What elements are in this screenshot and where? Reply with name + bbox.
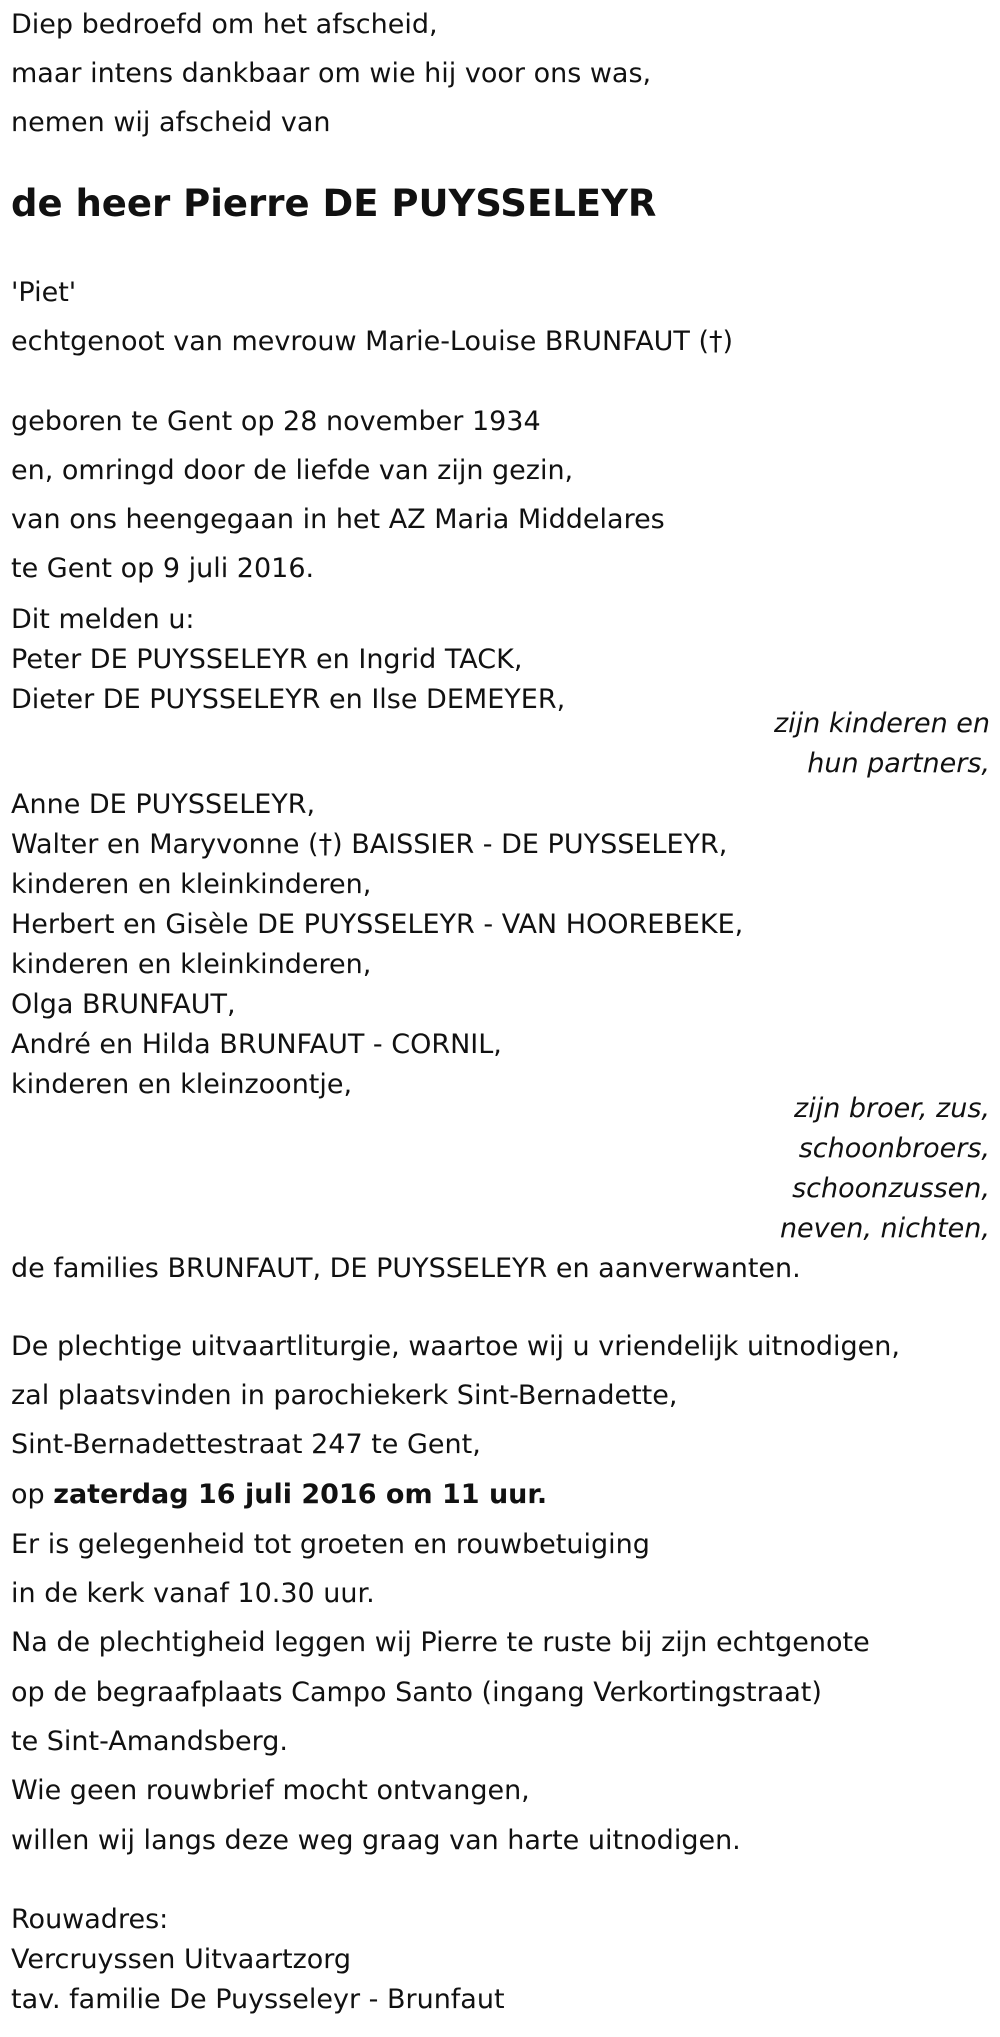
families-line: de families BRUNFAUT, DE PUYSSELEYR en aanverwanten. (11, 1253, 801, 1284)
children-role: hun partners, (807, 748, 990, 779)
ceremony-line: willen wij langs deze weg graag van harte uitnodigen. (11, 1825, 741, 1856)
date-prefix: op (11, 1479, 54, 1510)
siblings-role: schoonzussen, (792, 1173, 990, 1204)
sibling-line: Walter en Maryvonne (†) BAISSIER - DE PUYSSELEYR, (11, 829, 728, 860)
announce-heading: Dit melden u: (11, 604, 195, 635)
sibling-line: Olga BRUNFAUT, (11, 989, 236, 1020)
siblings-role: schoonbroers, (798, 1133, 990, 1164)
birth-death-line: geboren te Gent op 28 november 1934 (11, 406, 541, 437)
intro-line: maar intens dankbaar om wie hij voor ons was, (11, 58, 652, 89)
intro-line: Diep bedroefd om het afscheid, (11, 9, 438, 40)
ceremony-line: op de begraafplaats Campo Santo (ingang Verkortingstraat) (11, 1677, 822, 1708)
ceremony-line: te Sint-Amandsberg. (11, 1726, 289, 1757)
deceased-name-title: de heer Pierre DE PUYSSELEYR (11, 182, 657, 225)
address-line: tav. familie De Puysseleyr - Brunfaut (11, 1984, 505, 2015)
birth-death-line: te Gent op 9 juli 2016. (11, 553, 315, 584)
siblings-role: zijn broer, zus, (794, 1093, 990, 1124)
sibling-line: André en Hilda BRUNFAUT - CORNIL, (11, 1029, 502, 1060)
sibling-line: kinderen en kleinkinderen, (11, 869, 372, 900)
ceremony-line: zal plaatsvinden in parochiekerk Sint-Bernadette, (11, 1380, 678, 1411)
address-heading: Rouwadres: (11, 1904, 169, 1935)
sibling-line: kinderen en kleinkinderen, (11, 949, 372, 980)
nickname: 'Piet' (11, 277, 77, 308)
ceremony-date: zaterdag 16 juli 2016 om 11 uur. (53, 1479, 548, 1510)
ceremony-line: Sint-Bernadettestraat 247 te Gent, (11, 1429, 481, 1460)
birth-death-line: en, omringd door de liefde van zijn gezin, (11, 455, 574, 486)
sibling-line: Herbert en Gisèle DE PUYSSELEYR - VAN HOOREBEKE, (11, 909, 744, 940)
children-line: Dieter DE PUYSSELEYR en Ilse DEMEYER, (11, 684, 566, 715)
children-line: Peter DE PUYSSELEYR en Ingrid TACK, (11, 644, 523, 675)
sibling-line: Anne DE PUYSSELEYR, (11, 789, 316, 820)
ceremony-line: Na de plechtigheid leggen wij Pierre te ruste bij zijn echtgenote (11, 1627, 870, 1658)
ceremony-line: Er is gelegenheid tot groeten en rouwbetuiging (11, 1529, 650, 1560)
ceremony-line: in de kerk vanaf 10.30 uur. (11, 1578, 375, 1609)
ceremony-line: Wie geen rouwbrief mocht ontvangen, (11, 1775, 530, 1806)
sibling-line: kinderen en kleinzoontje, (11, 1069, 353, 1100)
ceremony-line: De plechtige uitvaartliturgie, waartoe wij u vriendelijk uitnodigen, (11, 1331, 900, 1362)
children-role: zijn kinderen en (774, 708, 990, 739)
birth-death-line: van ons heengegaan in het AZ Maria Middelares (11, 504, 665, 535)
ceremony-date-line (11, 1478, 547, 1512)
address-line: Vercruyssen Uitvaartzorg (11, 1944, 352, 1975)
siblings-role: neven, nichten, (779, 1213, 990, 1244)
spouse-line: echtgenoot van mevrouw Marie-Louise BRUNFAUT (†) (11, 326, 734, 357)
intro-line: nemen wij afscheid van (11, 107, 331, 138)
